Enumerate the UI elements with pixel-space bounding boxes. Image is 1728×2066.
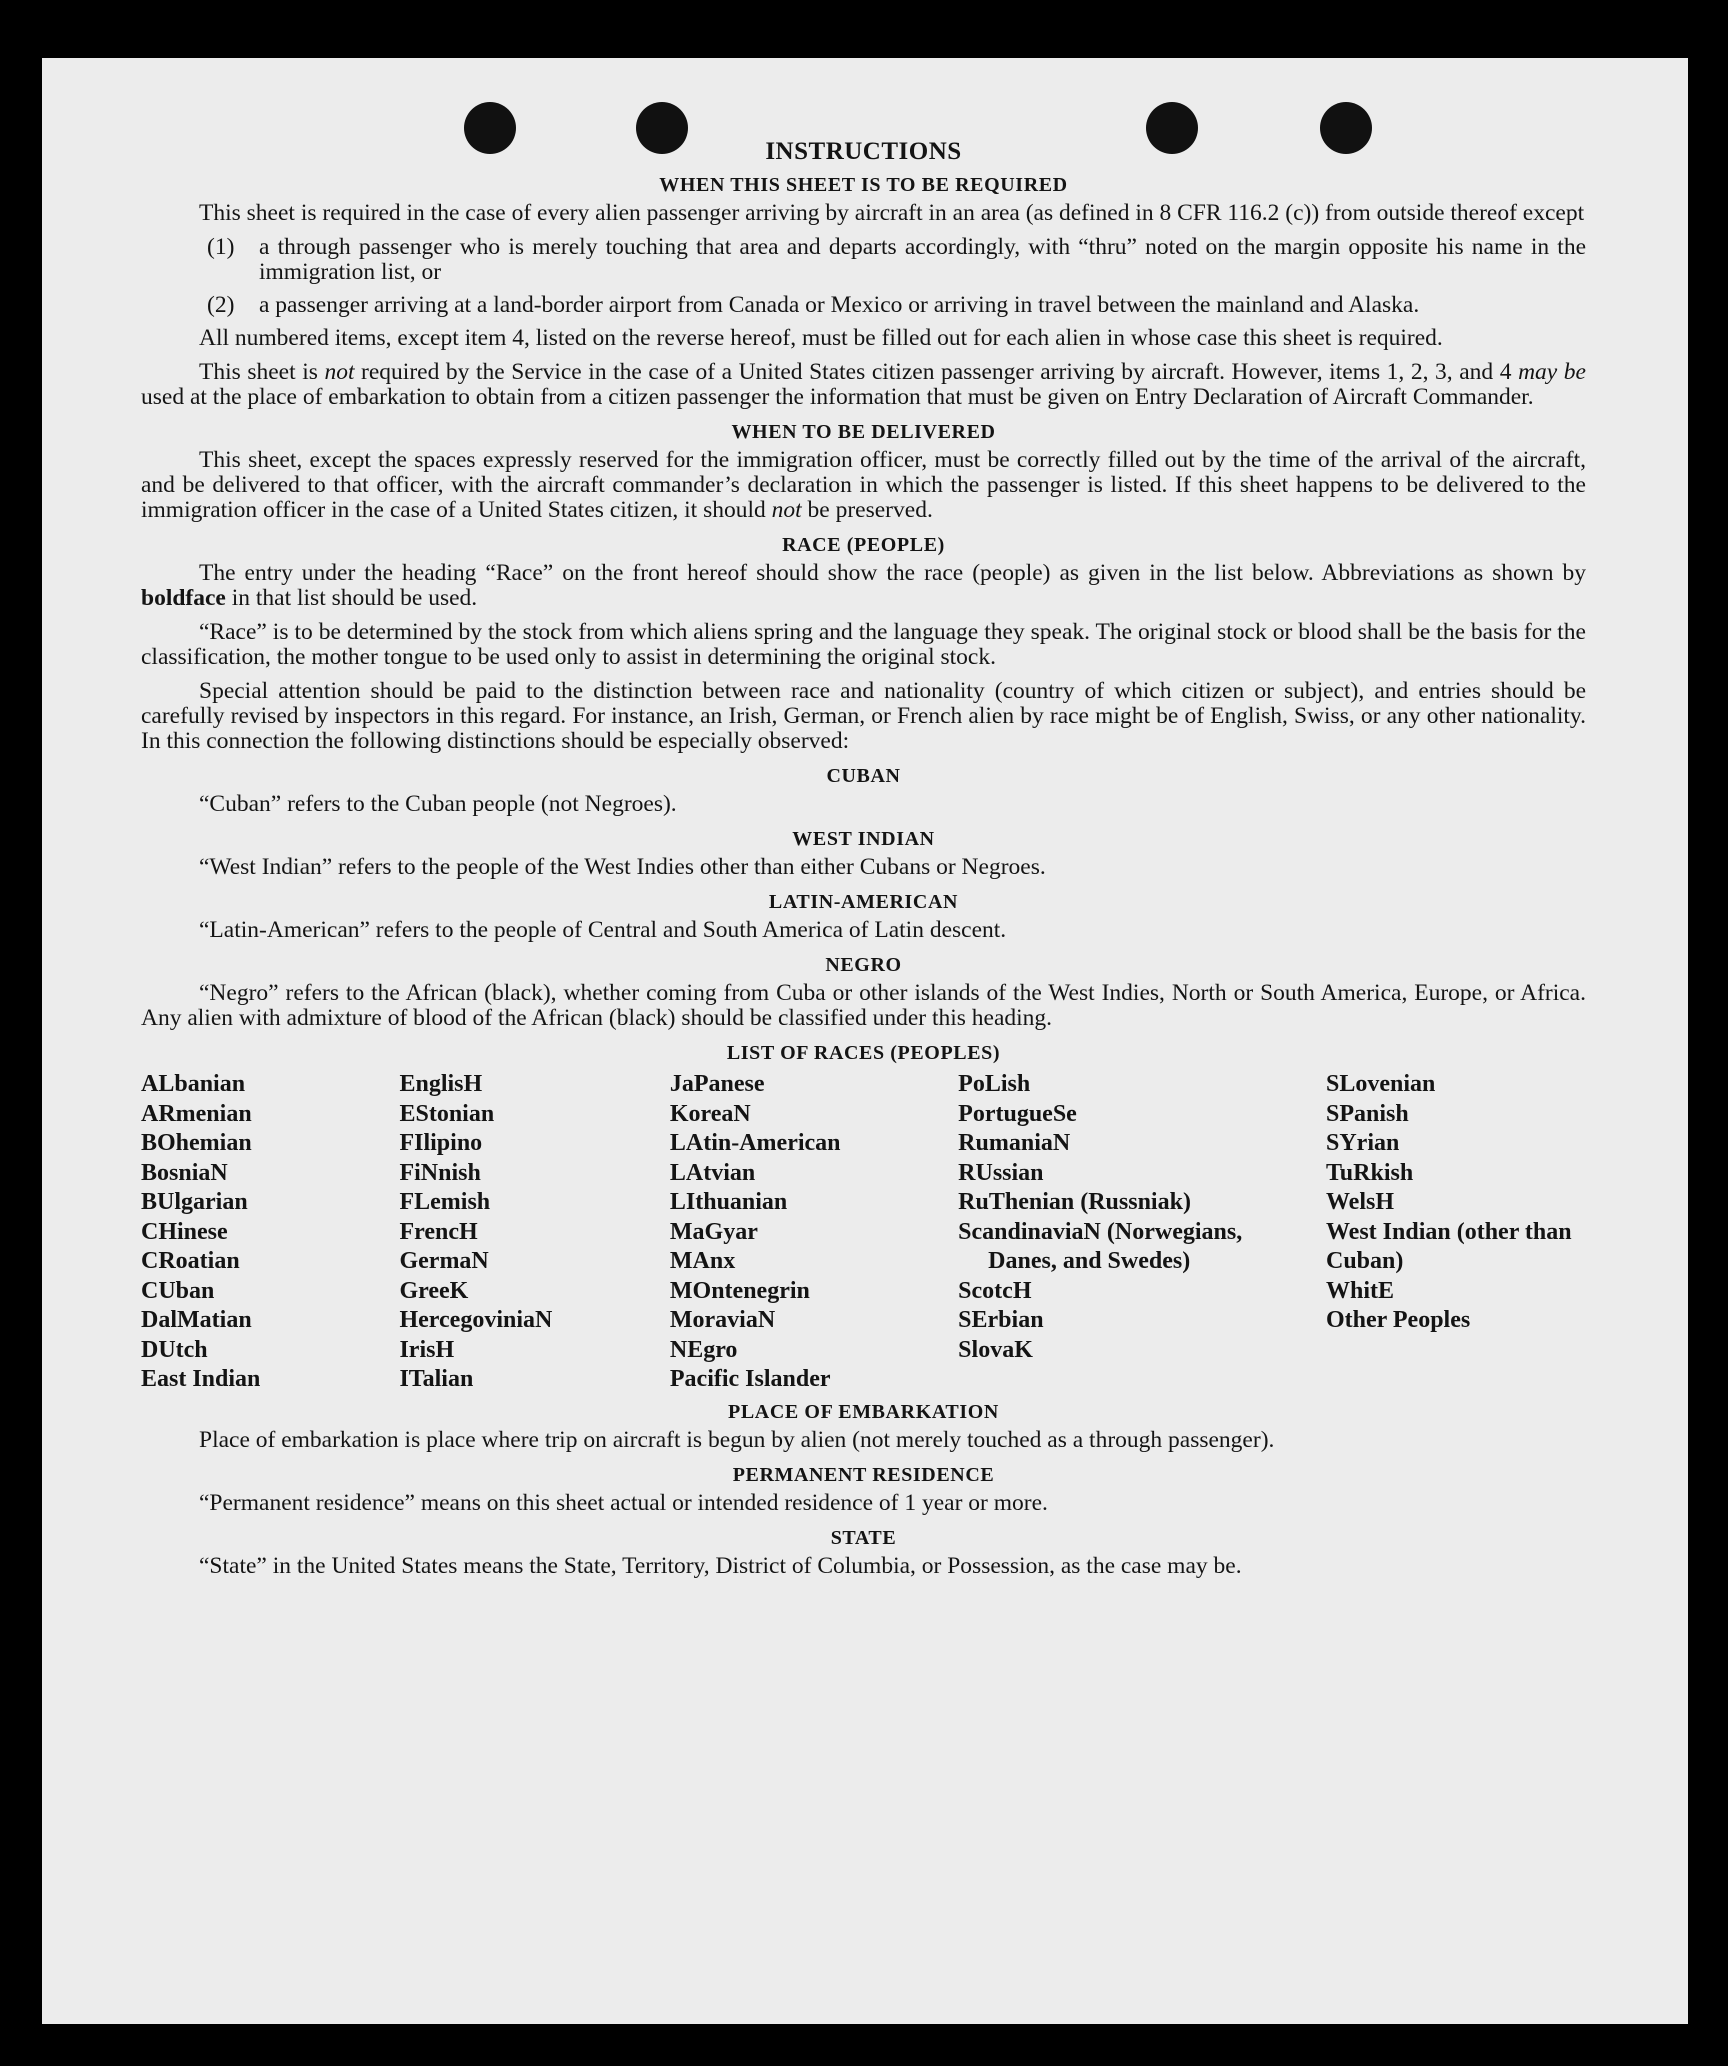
paragraph: “State” in the United States means the State, Territory, District of Columbia, or Possession, as the case may be. (199, 1552, 1242, 1579)
item-text: a passenger arriving at a land-border airport from Canada or Mexico or arriving in travel between the mainland and Alaska. (259, 292, 1420, 318)
race-entry: FLemish (399, 1189, 491, 1215)
race-entry: Pacific Islander (669, 1366, 831, 1392)
race-entry: MoraviaN (669, 1307, 776, 1333)
race-entry: SlovaK (958, 1336, 1033, 1363)
item-text: a through passenger who is merely touching that area and departs accordingly, with “thru” noted on the margin opposite his name in the immigration list, or (259, 234, 1586, 285)
race-entry: NEgro (669, 1336, 738, 1363)
race-entry: SPanish (1326, 1100, 1409, 1127)
emphasis: not (771, 497, 802, 523)
punch-hole (636, 102, 688, 154)
item-number: (2) (207, 292, 235, 318)
paragraph (141, 448, 1586, 523)
bold-text: boldface (141, 585, 226, 611)
race-entry: FIlipino (399, 1130, 483, 1156)
paragraph (141, 360, 1586, 410)
text-run: used at the place of embarkation to obtain from a citizen passenger the information that must be given on Entry Declaration of Aircraft Commander. (141, 384, 1534, 410)
paragraph: “Latin-American” refers to the people of Central and South America of Latin descent. (199, 917, 1007, 943)
race-entry: CHinese (141, 1218, 228, 1245)
paragraph: “Negro” refers to the African (black), whether coming from Cuba or other islands of the West Indies, North or South America, Europe, or Africa. Any alien with admixture of blood of the African (black) should be classified under this heading. (141, 980, 1586, 1031)
race-entry: ScotcH (958, 1277, 1032, 1304)
section-heading: CUBAN (826, 765, 901, 787)
section-heading: WHEN TO BE DELIVERED (731, 421, 996, 443)
race-entry: BosniaN (141, 1159, 228, 1186)
race-entry: RumaniaN (958, 1130, 1071, 1156)
race-entry: MOntenegrin (669, 1277, 810, 1304)
race-entry: GermaN (399, 1248, 489, 1274)
race-entry: MaGyar (669, 1218, 758, 1245)
race-entry: EnglisH (399, 1071, 483, 1097)
text-run: in that list should be used. (225, 585, 478, 611)
race-entry: SYrian (1326, 1130, 1400, 1156)
race-entry: JaPanese (669, 1071, 765, 1097)
race-entry: WhitE (1326, 1277, 1395, 1304)
race-entry: HercegoviniaN (399, 1307, 553, 1333)
race-entry: RUssian (958, 1159, 1044, 1186)
race-entry: ALbanian (141, 1071, 246, 1097)
section-heading: PERMANENT RESIDENCE (732, 1463, 995, 1486)
emphasis: may be (1518, 359, 1586, 385)
race-entry: WelsH (1326, 1189, 1395, 1215)
paragraph: “Cuban” refers to the Cuban people (not Negroes). (199, 791, 677, 817)
paragraph: Place of embarkation is place where trip on aircraft is begun by alien (not merely touched as a through passenger). (199, 1426, 1275, 1453)
section-heading: NEGRO (825, 954, 902, 976)
section-heading: RACE (PEOPLE) (782, 534, 945, 556)
punch-hole (464, 102, 516, 154)
race-entry: PortugueSe (958, 1100, 1077, 1127)
paragraph (141, 561, 1586, 611)
list-item (207, 234, 1586, 285)
race-entry: LIthuanian (669, 1189, 788, 1215)
section-heading: WHEN THIS SHEET IS TO BE REQUIRED (659, 174, 1068, 196)
race-entry: FiNnish (399, 1159, 481, 1186)
race-entry: CRoatian (141, 1248, 240, 1274)
race-entry: TuRkish (1326, 1159, 1414, 1186)
race-list (141, 1070, 1586, 1395)
race-entry: EStonian (399, 1100, 495, 1127)
race-entry: BUlgarian (141, 1189, 248, 1215)
paragraph: “Race” is to be determined by the stock from which aliens spring and the language they speak. The original stock or blood shall be the basis for the classification, the mother tongue to be used only to assist in determining the original stock. (141, 619, 1586, 670)
race-entry: ARmenian (141, 1100, 252, 1127)
section-heading: PLACE OF EMBARKATION (728, 1400, 999, 1423)
page-title: INSTRUCTIONS (765, 138, 962, 165)
race-entry: East Indian (141, 1366, 261, 1392)
race-entry: IrisH (399, 1336, 455, 1363)
race-column (670, 1070, 958, 1395)
list-item (207, 292, 1586, 318)
text-run: be preserved. (801, 497, 933, 523)
race-entry: West Indian (other than Cuban) (1326, 1218, 1572, 1274)
race-entry: CUban (141, 1277, 215, 1304)
race-entry: Other Peoples (1326, 1307, 1471, 1333)
paragraph: “West Indian” refers to the people of the West Indies other than either Cubans or Negroes. (199, 854, 1046, 880)
race-column (1326, 1070, 1586, 1395)
race-entry: DalMatian (141, 1307, 252, 1333)
text-run: required by the Service in the case of a United States citizen passenger arriving by aircraft. However, items 1, 2, 3, and 4 (354, 359, 1519, 385)
paragraph: This sheet is required in the case of every alien passenger arriving by aircraft in an area (as defined in 8 CFR 116.2 (c)) from outside thereof except (199, 200, 1585, 226)
punch-hole (1320, 102, 1372, 154)
race-entry: DUtch (141, 1336, 208, 1363)
section-heading: LIST OF RACES (PEOPLES) (726, 1042, 1001, 1064)
race-entry: SErbian (958, 1307, 1044, 1333)
race-column (141, 1070, 399, 1395)
race-entry: PoLish (958, 1071, 1031, 1097)
section-heading: WEST INDIAN (792, 828, 935, 850)
paragraph: Special attention should be paid to the distinction between race and nationality (country of which citizen or subject), and entries should be carefully revised by inspectors in this regard. For instance, an Irish, German, or French alien by race might be of English, Swiss, or any other nationality. In this connection the following distinctions should be especially observed: (141, 678, 1586, 754)
race-column (399, 1070, 669, 1395)
item-number: (1) (207, 234, 235, 260)
race-entry: RuThenian (Russniak) (958, 1189, 1191, 1215)
paragraph: All numbered items, except item 4, listed on the reverse hereof, must be filled out for each alien in whose case this sheet is required. (199, 325, 1443, 351)
race-entry: KoreaN (669, 1100, 751, 1127)
text-run: This sheet is (199, 359, 325, 385)
exception-list (141, 235, 1586, 318)
race-entry: ScandinaviaN (Norwegians, Danes, and Swedes) (958, 1218, 1243, 1274)
race-entry: MAnx (669, 1248, 736, 1274)
section-heading: STATE (830, 1526, 897, 1549)
instruction-sheet (42, 58, 1688, 2024)
race-entry: BOhemian (141, 1130, 252, 1156)
section-heading: LATIN-AMERICAN (768, 891, 959, 913)
text-run: This sheet, except the spaces expressly reserved for the immigration officer, must be correctly filled out by the time of the arrival of the aircraft, and be delivered to that officer, with the aircraft commander’s declaration in which the passenger is listed. If this sheet happens to be delivered to the immigration officer in the case of a United States citizen, it should (141, 447, 1586, 523)
race-entry: LAtvian (669, 1159, 756, 1186)
race-entry: LAtin-American (669, 1130, 841, 1156)
text-run: The entry under the heading “Race” on the front hereof should show the race (people) as given in the list below. Abbreviations as shown by (199, 560, 1586, 586)
race-entry: ITalian (399, 1366, 474, 1392)
emphasis: not (324, 359, 355, 385)
race-entry: GreeK (399, 1277, 469, 1304)
punch-hole (1146, 102, 1198, 154)
race-entry: SLovenian (1326, 1071, 1436, 1097)
paragraph: “Permanent residence” means on this sheet actual or intended residence of 1 year or more. (199, 1489, 1048, 1516)
race-entry: FrencH (399, 1218, 478, 1245)
race-column (958, 1070, 1326, 1395)
